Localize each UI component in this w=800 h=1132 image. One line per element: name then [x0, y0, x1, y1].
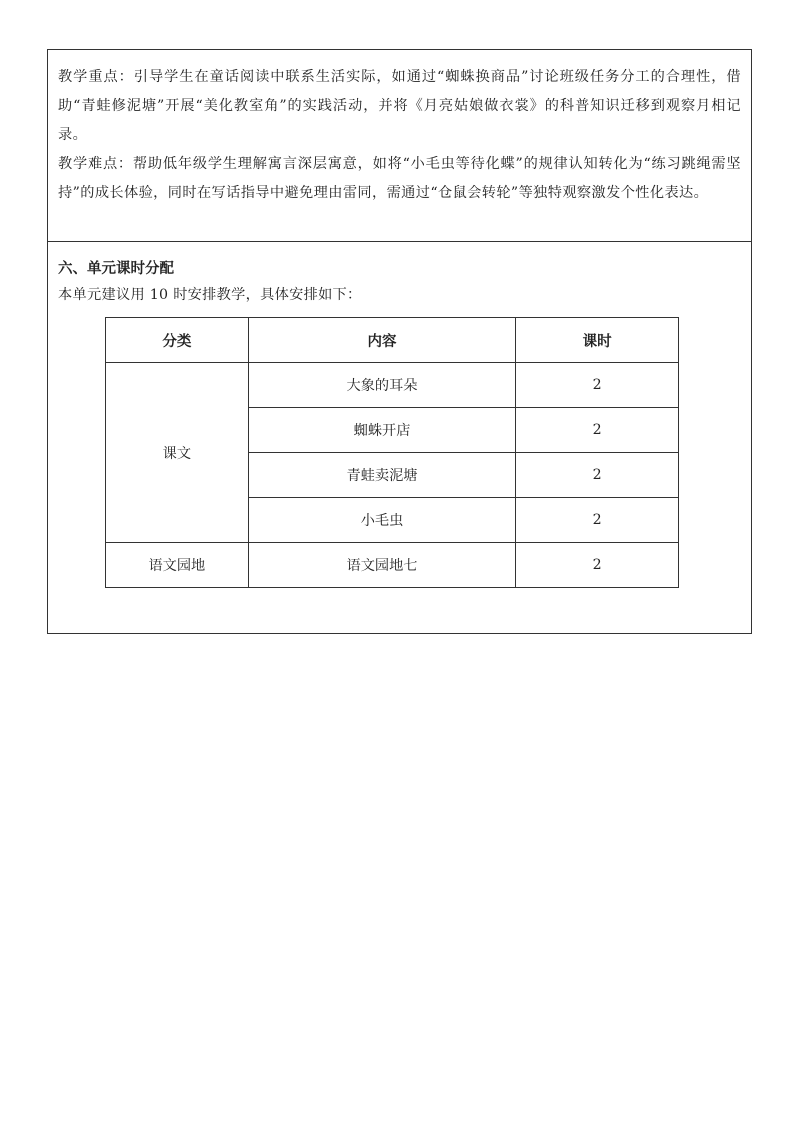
hours-cell: 2: [516, 363, 679, 408]
teaching-difficulty-paragraph: 教学难点：帮助低年级学生理解寓言深层寓意，如将“小毛虫等待化蝶”的规律认知转化为“练习跳绳需坚持”的成长体验，同时在写话指导中避免理由雷同，需通过“仓鼠会转轮”等独特观察激发个性化表达。: [58, 156, 741, 201]
hours-cell: 2: [516, 453, 679, 498]
teaching-focus-section: [48, 50, 751, 242]
table-header-row: [106, 318, 679, 363]
class-hours-section: [48, 242, 751, 633]
table-row: [106, 543, 679, 588]
content-cell: 小毛虫: [248, 498, 516, 543]
teaching-focus-paragraph: 教学重点：引导学生在童话阅读中联系生活实际，如通过“蜘蛛换商品”讨论班级任务分工的合理性，借助“青蛙修泥塘”开展“美化教室角”的实践活动，并将《月亮姑娘做衣裳》的科普知识迁移到观察月相记录。: [58, 69, 741, 143]
header-hours: 课时: [516, 318, 679, 363]
header-content: 内容: [248, 318, 516, 363]
category-cell: 课文: [106, 363, 249, 543]
hours-cell: 2: [516, 408, 679, 453]
header-category: 分类: [106, 318, 249, 363]
document-frame: [47, 49, 752, 634]
table-row: [106, 363, 679, 408]
content-cell: 大象的耳朵: [248, 363, 516, 408]
section-heading: 六、单元课时分配: [58, 261, 174, 277]
section-intro: 本单元建议用 10 时安排教学，具体安排如下：: [58, 287, 362, 303]
content-cell: 青蛙卖泥塘: [248, 453, 516, 498]
content-cell: 蜘蛛开店: [248, 408, 516, 453]
hours-cell: 2: [516, 498, 679, 543]
hours-cell: 2: [516, 543, 679, 588]
category-cell: 语文园地: [106, 543, 249, 588]
class-hours-table: [105, 317, 679, 588]
content-cell: 语文园地七: [248, 543, 516, 588]
